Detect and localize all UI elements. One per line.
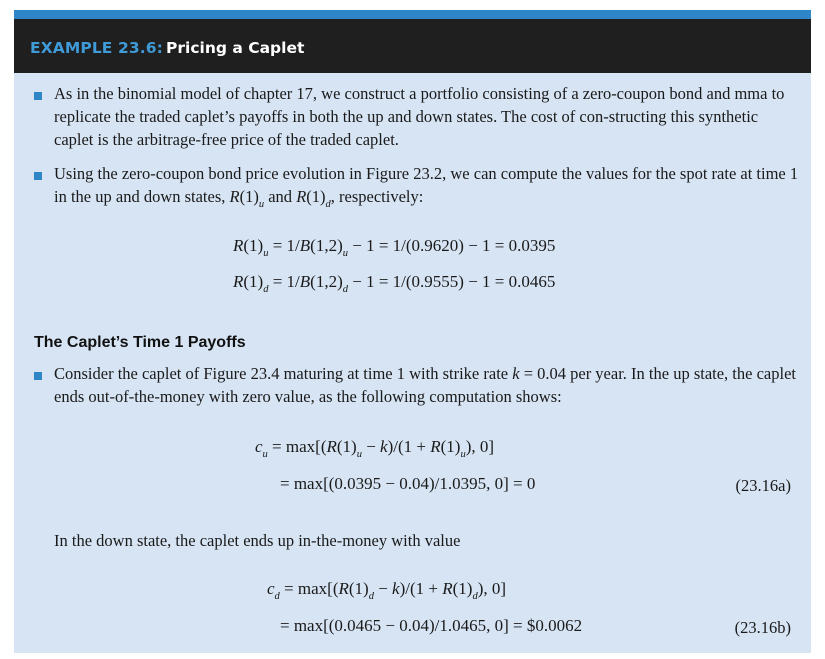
section-heading: The Caplet’s Time 1 Payoffs — [34, 334, 246, 351]
equation-number-a: (23.16a) — [735, 476, 791, 495]
bullet-paragraph-2: Using the zero-coupon bond price evolution in Figure 23.2, we can compute the values for the spot rate at time 1 in the up and down states, $R(1)_u$ and $R(1)_d$, respectively: — [54, 164, 799, 210]
bullet-marker — [34, 92, 42, 100]
example-title: Pricing a Caplet — [166, 39, 305, 57]
example-box — [14, 10, 811, 653]
equation-number-b: (23.16b) — [734, 618, 791, 637]
bullet-marker — [34, 172, 42, 180]
accent-bar — [14, 10, 811, 19]
bullet-paragraph-1: As in the binomial model of chapter 17, we construct a portfolio consisting of a zero-coupon bond and mma to replicate the traded caplet’s payoffs in both the up and down states. The cost of con-structing this synthetic caplet is the arbitrage-free price of the traded caplet. — [54, 84, 785, 149]
down-state-text: In the down state, the caplet ends up in-the-money with value — [54, 531, 461, 550]
example-label: EXAMPLE 23.6: — [30, 39, 163, 57]
equation-caplet-down-def: $c_d = \max[(R(1)_d - k)/(1 + R(1)_d)$, 0] — [267, 579, 507, 602]
equation-spot-up: $R(1)_u = 1/B(1,2)_u - 1 = 1/(0.9620) - 1 = 0.0395$ — [233, 236, 556, 259]
equation-caplet-up-def: $c_u = \max[(R(1)_u - k)/(1 + R(1)_u)$, 0] — [255, 437, 495, 460]
bullet-marker — [34, 372, 42, 380]
example-header — [14, 19, 811, 73]
equation-caplet-down-value: = max[(0.0465 − 0.04)/1.0465, 0] = $0.0062 — [280, 616, 583, 635]
equation-caplet-up-value: = max[(0.0395 − 0.04)/1.0395, 0] = 0 — [280, 474, 536, 493]
bullet-paragraph-3: Consider the caplet of Figure 23.4 maturing at time 1 with strike rate k = 0.04 per year. In the up state, the caplet ends out-of-the-money with zero value, as the following computation shows: — [54, 364, 796, 406]
equation-spot-down: $R(1)_d = 1/B(1,2)_d - 1 = 1/(0.9555) - 1 = 0.0465$ — [233, 272, 556, 295]
